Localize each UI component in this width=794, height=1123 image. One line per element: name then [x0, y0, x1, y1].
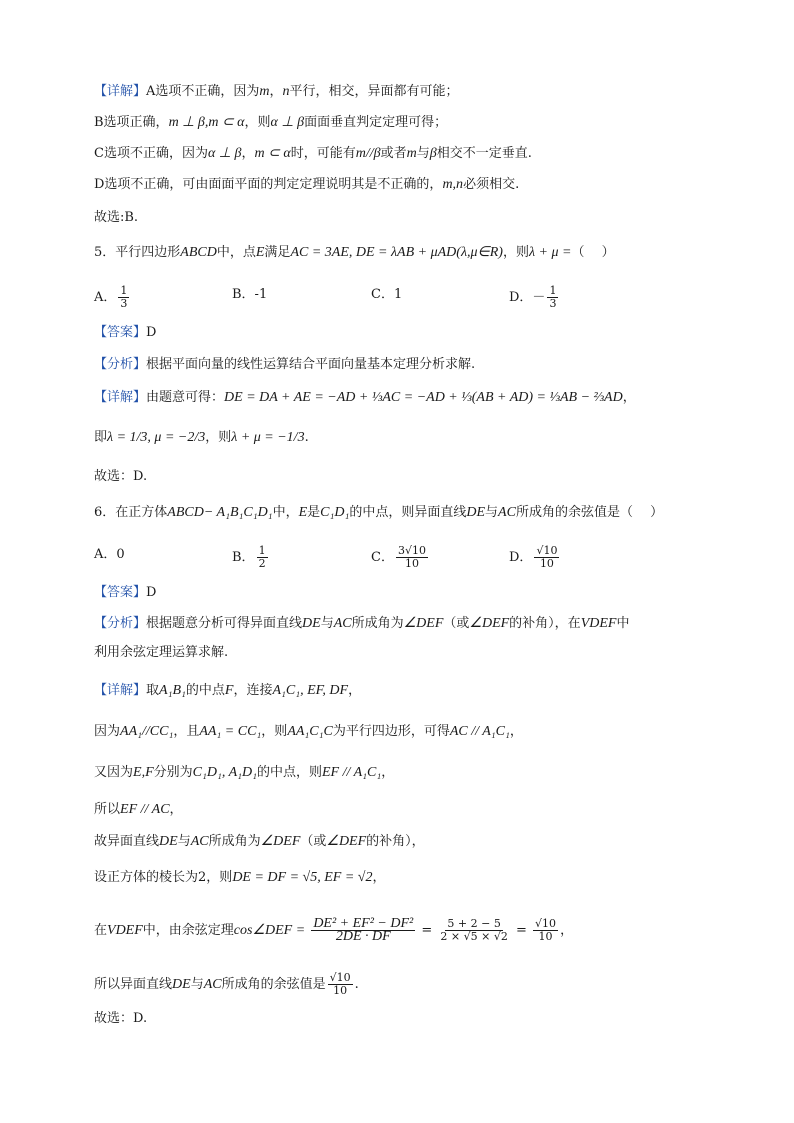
- text: 即: [94, 430, 108, 445]
- text: 的补角），在: [509, 616, 581, 631]
- text: 与: [320, 616, 334, 631]
- detail-6-line-3: [94, 763, 394, 783]
- math-expr: α ⊥ β: [270, 115, 305, 130]
- text: 为平行四边形，可得: [332, 724, 450, 739]
- fraction: [257, 545, 268, 570]
- math-var: DE: [466, 505, 486, 520]
- analysis-5: [94, 355, 475, 375]
- label: A．: [94, 290, 117, 305]
- analysis-tag: 【分析】: [94, 357, 147, 372]
- text: 满足: [264, 245, 291, 260]
- vector-equation: AC = 3AE, DE = λAB + μAD(λ,μ∈R): [290, 245, 503, 260]
- math-var: A₁B₁: [159, 683, 186, 698]
- math-expr: ∠DEF: [260, 834, 301, 849]
- numerator: √10: [329, 971, 351, 984]
- text: 面面垂直判定定理可得；: [304, 115, 448, 130]
- numerator: 1: [258, 544, 266, 557]
- detail-6-line-2: [94, 722, 523, 742]
- text: ，: [348, 683, 362, 698]
- text: ，: [560, 923, 574, 938]
- math-var: AC: [203, 977, 222, 992]
- math-expr: cos∠DEF =: [233, 923, 306, 938]
- text: 由题意可得：: [146, 390, 225, 405]
- answer-tag: 【答案】: [94, 585, 147, 600]
- math-var: AC: [190, 834, 209, 849]
- fraction: [118, 285, 129, 310]
- math-expr: AA₁C₁C: [287, 724, 333, 739]
- text: 又因为: [94, 765, 134, 780]
- text: ，: [269, 84, 283, 99]
- fraction: [533, 918, 558, 943]
- math-expr: C₁D₁, A₁D₁: [192, 765, 257, 780]
- text: 设正方体的棱长为: [94, 870, 199, 885]
- detail-6-line-1: [94, 681, 361, 701]
- denominator: 2DE · DF: [335, 929, 391, 944]
- choose-b: 故选:B.: [94, 210, 139, 225]
- text: ，则: [261, 724, 288, 739]
- detail-line-b: [94, 113, 447, 133]
- equals: =: [516, 923, 527, 938]
- math-expr: λ + μ =: [528, 245, 572, 260]
- text: 5．平行四边形: [94, 245, 181, 260]
- fraction: [438, 918, 509, 943]
- text: （ ）: [571, 245, 615, 260]
- text: 的中点，则异面直线: [349, 505, 467, 520]
- label: D．: [509, 550, 533, 565]
- text: 所成角的余弦值是（ ）: [515, 505, 664, 520]
- text: C选项不正确，因为: [94, 146, 208, 161]
- text: 取: [146, 683, 160, 698]
- q5-option-b: B．-1: [232, 287, 268, 302]
- q6-option-d: [509, 545, 561, 570]
- math-expr: ∠DEF: [326, 834, 367, 849]
- label: C．: [371, 550, 394, 565]
- text: D选项不正确，可由面面平面的判定定理说明其是不正确的，: [94, 177, 443, 192]
- detail-6-line-6: [94, 868, 385, 888]
- text: 与: [177, 834, 191, 849]
- math-var: DE: [302, 616, 321, 631]
- text: ，: [509, 724, 523, 739]
- math-expr: ∠DEF: [403, 616, 444, 631]
- denominator: 10: [404, 557, 419, 570]
- choose-d-6: 故选：D.: [94, 1011, 148, 1026]
- denominator: 3: [120, 297, 128, 310]
- text: 中: [616, 616, 630, 631]
- text: 的中点: [185, 683, 225, 698]
- text: 6．在正方体: [94, 505, 168, 520]
- text: 根据平面向量的线性运算结合平面向量基本定理分析求解.: [146, 357, 476, 372]
- math-expr: m ⊥ β,m ⊂ α: [168, 115, 245, 130]
- text: .: [304, 430, 309, 445]
- text: ，: [622, 390, 636, 405]
- text: 所成角为: [351, 616, 404, 631]
- answer-6: [94, 583, 156, 603]
- detail-line-a: [94, 82, 459, 102]
- text: 时，可能有: [290, 146, 356, 161]
- text: 平行，相交，异面都有可能；: [289, 84, 459, 99]
- text: 相交不一定垂直.: [436, 146, 532, 161]
- text: 的补角），: [366, 834, 425, 849]
- math-var: AC: [498, 505, 516, 520]
- label: D．－: [509, 290, 546, 305]
- math-var: n: [282, 84, 290, 99]
- text: ，则: [502, 245, 529, 260]
- text: ，: [372, 870, 386, 885]
- fraction: [328, 972, 353, 997]
- math-expr: λ = 1/3, μ = −2/3: [107, 430, 206, 445]
- numerator: 1: [120, 284, 128, 297]
- text: 所以: [94, 802, 121, 817]
- math-expr: ∠DEF: [469, 616, 510, 631]
- text: 根据题意分析可得异面直线: [146, 616, 303, 631]
- q6-option-a: A．0: [94, 547, 125, 562]
- detail-tag: 【详解】: [94, 390, 147, 405]
- math-var: E: [298, 505, 308, 520]
- math-expr: AA₁ = CC₁: [199, 724, 262, 739]
- math-var: ABCD: [180, 245, 217, 260]
- text: 故异面直线: [94, 834, 160, 849]
- q5-option-a: [94, 285, 131, 310]
- math-expr: EF // AC: [120, 802, 170, 817]
- math-var: m: [259, 84, 270, 99]
- math-expr: VDEF: [580, 616, 617, 631]
- text: ，则: [206, 870, 233, 885]
- numerator: 1: [549, 284, 557, 297]
- text: （或: [300, 834, 327, 849]
- detail-tag: 【详解】: [94, 84, 147, 99]
- text: 与: [485, 505, 499, 520]
- math-var: m: [406, 146, 417, 161]
- text: 或者: [380, 146, 407, 161]
- vector-equation: DE = DA + AE = −AD + ⅓AC = −AD + ⅓(AB + AD) = ⅓AB − ⅔AD: [224, 390, 623, 405]
- math-expr: λ + μ = −1/3: [231, 430, 305, 445]
- denominator: 10: [538, 930, 553, 943]
- question-6: [94, 503, 663, 523]
- detail-line-d: [94, 175, 519, 195]
- text: 中，点: [216, 245, 256, 260]
- denominator: 3: [549, 297, 557, 310]
- text: ，则: [244, 115, 271, 130]
- math-expr: EF // A₁C₁: [321, 765, 382, 780]
- choose-d-5: 故选：D.: [94, 469, 148, 484]
- text: D: [146, 325, 157, 340]
- q6-option-b: [232, 545, 270, 570]
- detail-5: [94, 388, 636, 408]
- text: ，: [169, 802, 183, 817]
- text: 必须相交.: [463, 177, 520, 192]
- analysis-6: [94, 614, 629, 634]
- answer-5: [94, 323, 156, 343]
- answer-tag: 【答案】: [94, 325, 147, 340]
- text: 中，: [272, 505, 299, 520]
- text: 的中点，则: [256, 765, 322, 780]
- math-var: C₁D₁: [320, 505, 350, 520]
- numerator: √10: [535, 917, 557, 930]
- denominator: 2 × √5 × √2: [440, 930, 508, 943]
- detail-tag: 【详解】: [94, 683, 147, 698]
- math-expr: ABCD− A₁B₁C₁D₁: [167, 505, 273, 520]
- math-expr: m//β: [355, 146, 381, 161]
- detail-6-cosine: [94, 918, 573, 943]
- text: 在: [94, 923, 108, 938]
- math-var: AC: [333, 616, 352, 631]
- text: 是: [307, 505, 321, 520]
- math-expr: AA₁//CC₁: [120, 724, 174, 739]
- numerator: DE² + EF² − DF²: [313, 916, 414, 931]
- text: A选项不正确，因为: [146, 84, 260, 99]
- detail-line-c: [94, 144, 532, 164]
- text: 所成角为: [208, 834, 261, 849]
- text: .: [354, 977, 359, 992]
- denominator: 10: [539, 557, 554, 570]
- numerator: 3√10: [397, 544, 426, 557]
- text: ，则: [205, 430, 232, 445]
- detail-6-line-5: [94, 832, 425, 852]
- text: ，连接: [233, 683, 273, 698]
- math-expr: AC // A₁C₁: [449, 724, 510, 739]
- math-expr: m ⊂ α: [254, 146, 291, 161]
- detail-6-line-4: [94, 800, 183, 820]
- denominator: 10: [333, 984, 348, 997]
- text: ，且: [173, 724, 200, 739]
- math-expr: DE = DF = √5, EF = √2: [232, 870, 373, 885]
- text: D: [146, 585, 157, 600]
- math-expr: A₁C₁, EF, DF: [272, 683, 349, 698]
- math-var: DE: [172, 977, 191, 992]
- text: 所以异面直线: [94, 977, 173, 992]
- text: ，: [241, 146, 255, 161]
- fraction: [534, 545, 559, 570]
- equals: =: [421, 923, 433, 938]
- math-expr: m,n: [442, 177, 464, 192]
- text: 分别为: [153, 765, 193, 780]
- text: ，: [381, 765, 395, 780]
- analysis-6-cont: 利用余弦定理运算求解.: [94, 645, 229, 660]
- text: 与: [416, 146, 430, 161]
- math-var: DE: [159, 834, 178, 849]
- text: （或: [443, 616, 470, 631]
- detail-5-result: [94, 428, 309, 448]
- number: 2: [198, 870, 207, 885]
- text: 与: [190, 977, 204, 992]
- numerator: √10: [536, 544, 558, 557]
- math-expr: VDEF: [107, 923, 143, 938]
- text: 中，由余弦定理: [142, 923, 234, 938]
- question-5: [94, 243, 615, 263]
- fraction: [547, 285, 558, 310]
- math-expr: E,F: [133, 765, 154, 780]
- text: 因为: [94, 724, 121, 739]
- fraction: [396, 545, 428, 570]
- q5-option-d: [509, 285, 560, 310]
- q5-option-c: C．1: [371, 287, 403, 302]
- numerator: 5 + 2 − 5: [447, 917, 501, 930]
- fraction: [311, 918, 415, 943]
- detail-6-conclusion: [94, 972, 359, 997]
- analysis-tag: 【分析】: [94, 616, 147, 631]
- q6-option-c: [371, 545, 430, 570]
- text: B选项正确，: [94, 115, 169, 130]
- text: 所成角的余弦值是: [221, 977, 326, 992]
- denominator: 2: [258, 557, 266, 570]
- math-expr: α ⊥ β: [207, 146, 242, 161]
- math-var: F: [224, 683, 234, 698]
- label: B．: [232, 550, 255, 565]
- math-var: β: [429, 146, 437, 161]
- math-var: E: [255, 245, 265, 260]
